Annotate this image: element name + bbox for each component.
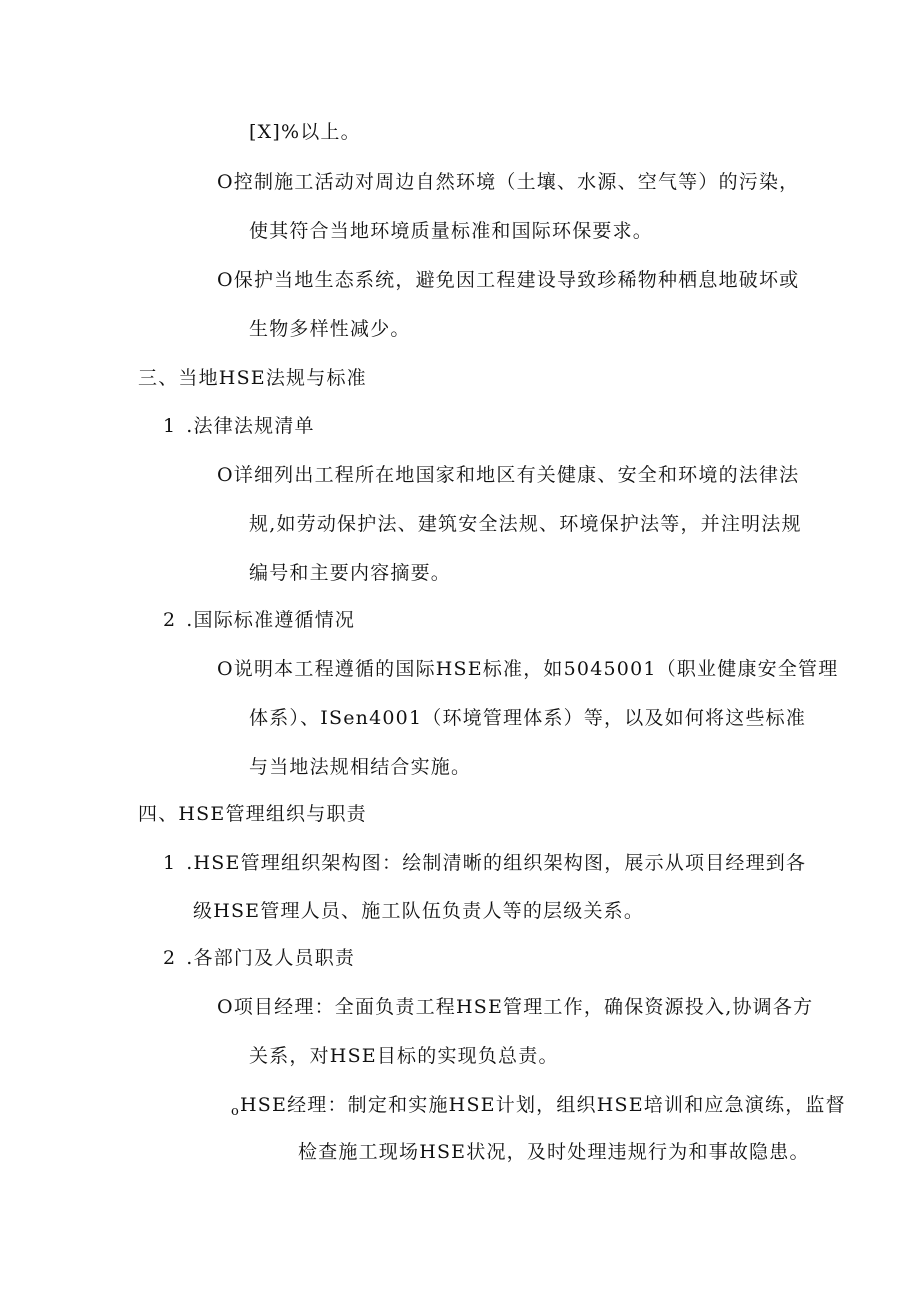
bullet-marker: o [231,1104,241,1119]
item-number: 1 [163,852,177,874]
org-chart-line-1: .HSE管理组织架构图：绘制清晰的组织架构图，展示从项目经理到各 [186,852,807,874]
laws-list-line-3: 编号和主要内容摘要。 [249,562,452,584]
org-chart-line-2: 级HSE管理人员、施工队伍负责人等的层级关系。 [193,900,645,922]
env-goal-2-line-2: 生物多样性减少。 [249,318,411,340]
intl-standards-line-3: 与当地法规相结合实施。 [249,756,472,778]
env-goal-1-line-2: 使其符合当地环境质量标准和国际环保要求。 [249,220,654,242]
goal-continuation-text: [X]%以上。 [249,121,361,143]
laws-list-line-1: 详细列出工程所在地国家和地区有关健康、安全和环境的法律法 [233,464,800,486]
item-number: 2 [163,609,177,631]
laws-list-line-2: 规,如劳动保护法、建筑安全法规、环境保护法等，并注明法规 [249,513,802,535]
bullet-marker: O [217,171,234,193]
hse-manager-line-2: 检查施工现场HSE状况，及时处理违规行为和事故隐患。 [298,1141,810,1163]
env-goal-1-line-1: 控制施工活动对周边自然环境（土壤、水源、空气等）的污染， [233,171,800,193]
section-3-item-1-title: 1 .法律法规清单 [163,415,315,437]
section-3-item-2-title: 2 .国际标准遵循情况 [163,609,356,631]
intl-standards-line-1: 说明本工程遵循的国际HSE标准，如5045001（职业健康安全管理 [233,658,839,680]
section-3-heading: 三、当地HSE法规与标准 [138,367,367,389]
env-goal-2-line-1: 保护当地生态系统，避免因工程建设导致珍稀物种栖息地破坏或 [233,269,800,291]
bullet-marker: O [217,996,234,1018]
bullet-marker: O [217,658,234,680]
item-number: 2 [163,947,177,969]
item-number: 1 [163,415,177,437]
intl-standards-line-2: 体系）、ISen4001（环境管理体系）等，以及如何将这些标准 [249,707,807,729]
section-4-item-2-title: 2 .各部门及人员职责 [163,947,356,969]
project-manager-line-2: 关系，对HSE目标的实现负总责。 [249,1045,559,1067]
hse-manager-line-1: HSE经理：制定和实施HSE计划，组织HSE培训和应急演练，监督 [240,1094,846,1116]
bullet-marker: O [217,464,234,486]
project-manager-line-1: 项目经理：全面负责工程HSE管理工作，确保资源投入,协调各方 [233,996,814,1018]
section-4-heading: 四、HSE管理组织与职责 [138,803,367,825]
bullet-marker: O [217,269,234,291]
